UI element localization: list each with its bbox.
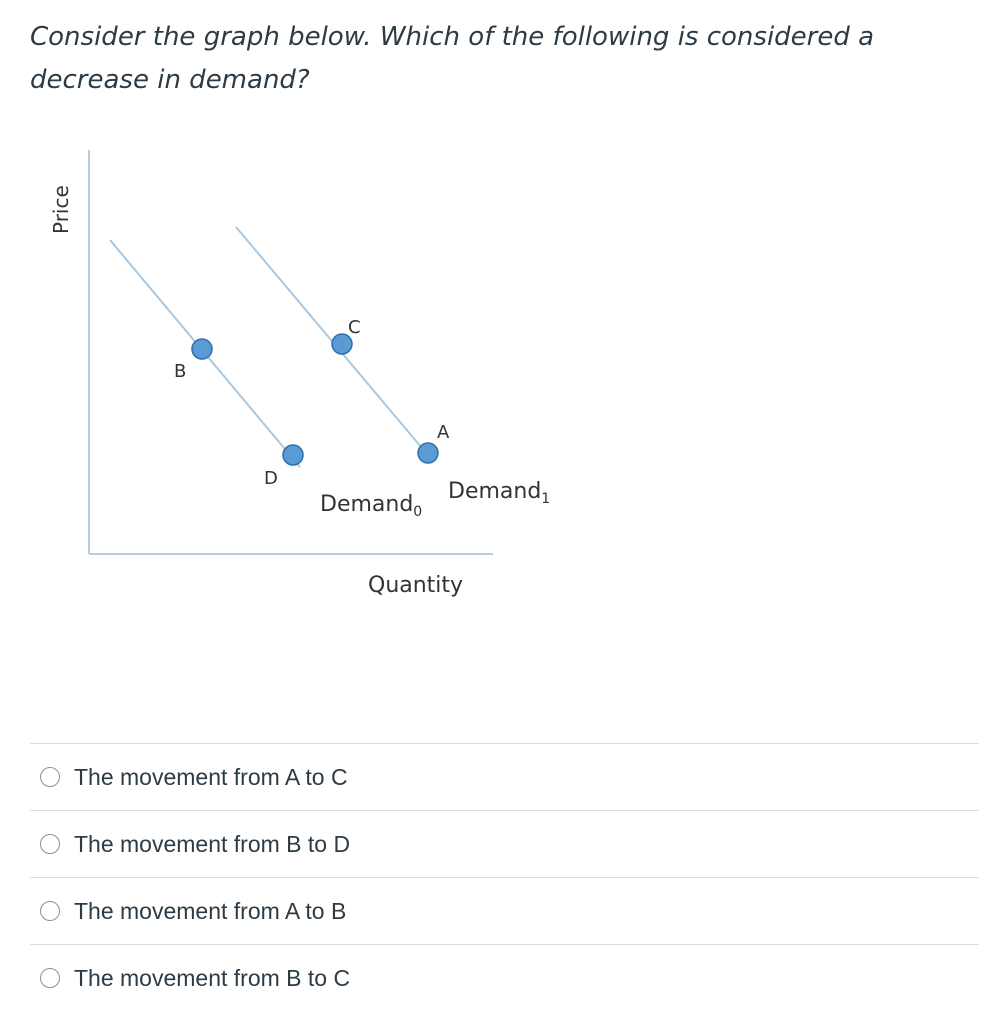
radio-button[interactable] [40,901,60,921]
answer-label: The movement from A to C [74,763,348,790]
demand-0-label [320,492,422,520]
point-a-label: A [437,422,450,443]
radio-button[interactable] [40,834,60,854]
question-text: Consider the graph below. Which of the following is considered a decrease in demand? [30,22,875,95]
answer-label: The movement from A to B [74,897,347,924]
answer-option[interactable] [30,810,979,877]
point-c-label: C [348,317,361,338]
point-b-label: B [174,361,187,382]
demand-0-label-sub: 0 [413,504,423,520]
demand-1-label [448,479,550,507]
demand-1-label-main: Demand [448,479,542,504]
demand-0-label-main: Demand [320,492,414,517]
answer-option[interactable] [30,944,979,1011]
radio-button[interactable] [40,767,60,787]
point-a-marker [418,443,438,463]
y-axis-label: Price [49,185,73,234]
point-d-label: D [264,468,278,489]
x-axis-label: Quantity [368,573,464,598]
answer-list [30,743,979,1011]
answer-label: The movement from B to D [74,830,351,857]
point-d-marker [283,445,303,465]
radio-button[interactable] [40,968,60,988]
answer-label: The movement from B to C [74,964,351,991]
demand-1-label-sub: 1 [541,491,551,507]
answer-option[interactable] [30,743,979,810]
demand-graph [0,130,620,610]
answer-option[interactable] [30,877,979,944]
point-b-marker [192,339,212,359]
